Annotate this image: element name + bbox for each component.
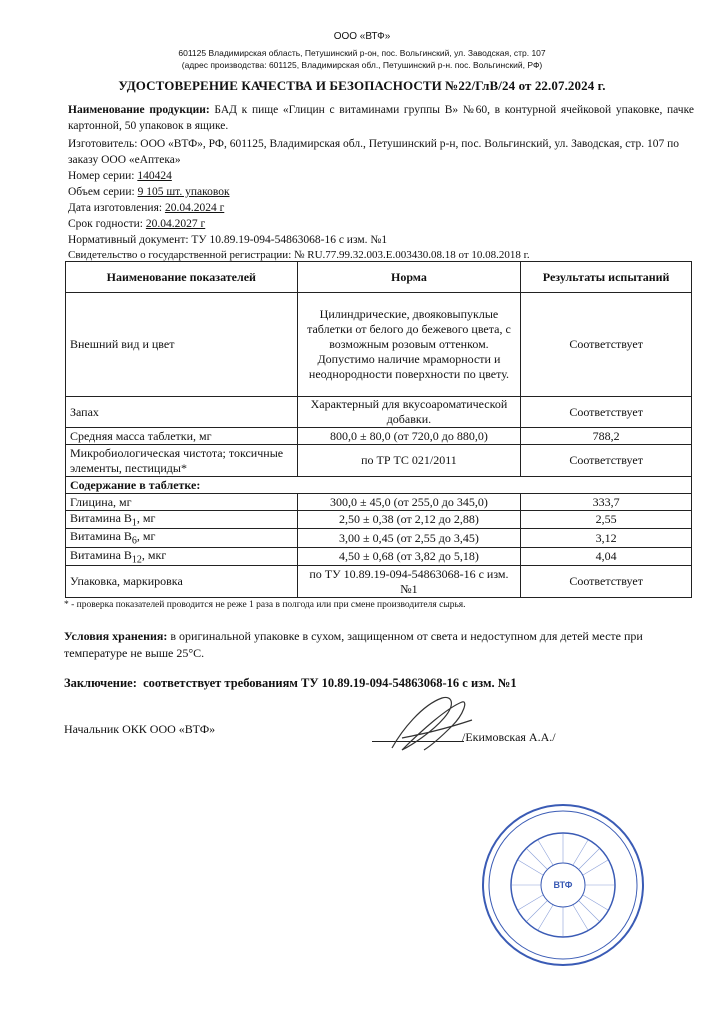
series-number [68, 168, 172, 184]
row-name: Глицина, мг [66, 494, 298, 511]
series-label: Номер серии: [68, 170, 135, 182]
table-row [66, 445, 692, 477]
volume-label: Объем серии: [68, 186, 135, 198]
col-header-name: Наименование показателей [66, 262, 298, 293]
row-name: Микробиологическая чистота; токсичные элементы, пестициды* [66, 445, 298, 477]
table-row [66, 547, 692, 565]
footnote: * - проверка показателей проводится не реже 1 раза в полгода или при смене производителя сырья. [64, 600, 466, 610]
manufacturer: Изготовитель: ООО «ВТФ», РФ, 601125, Владимирская обл., Петушинский р-н, пос. Вольгинский, ул. Заводская, стр. 107 по заказу ООО «еАптека» [68, 138, 680, 166]
row-result: 2,55 [521, 511, 692, 529]
svg-text:ВТФ: ВТФ [553, 880, 573, 890]
storage-label: Условия хранения: [64, 629, 168, 643]
table-row [66, 566, 692, 598]
row-norm: по ТР ТС 021/2011 [297, 445, 521, 477]
row-result: Соответствует [521, 397, 692, 428]
col-header-result: Результаты испытаний [521, 262, 692, 293]
table-row [66, 397, 692, 428]
row-result: Соответствует [521, 445, 692, 477]
row-name: Витамина $B_1$, мг [66, 511, 298, 529]
table-row [66, 293, 692, 397]
row-norm: 3,00 ± 0,45 (от 2,55 до 3,45) [297, 529, 521, 547]
table-row [66, 428, 692, 445]
row-result: 788,2 [521, 428, 692, 445]
date-label: Дата изготовления: [68, 202, 163, 214]
storage-conditions [64, 628, 694, 662]
section-header: Содержание в таблетке: [66, 477, 692, 494]
normative-document: Нормативный документ: ТУ 10.89.19-094-54863068-16 с изм. №1 [68, 234, 388, 246]
row-name: Запах [66, 397, 298, 428]
col-header-norm: Норма [297, 262, 521, 293]
row-norm: Цилиндрические, двояковыпуклые таблетки от белого до бежевого цвета, с возможным розовым оттенком. Допустимо наличие мраморности и неоднородности поверхности по цвету. [297, 293, 521, 397]
header-org: ООО «ВТФ» [333, 31, 391, 42]
spec-table [65, 261, 692, 598]
volume-value: 9 105 шт. упаковок [137, 186, 230, 198]
storage-text: в оригинальной упаковке в сухом, защищенном от света и недоступном для детей месте при температуре не выше 25°С. [64, 629, 643, 660]
expiry-date [68, 216, 205, 232]
signer-title: Начальник ОКК ООО «ВТФ» [64, 722, 216, 736]
row-name: Внешний вид и цвет [66, 293, 298, 397]
row-norm: 2,50 ± 0,38 (от 2,12 до 2,88) [297, 511, 521, 529]
product-name [68, 102, 694, 134]
table-row [66, 494, 692, 511]
row-norm: 300,0 ± 45,0 (от 255,0 до 345,0) [297, 494, 521, 511]
signer-name: /Екимовская А.А./ [462, 730, 556, 744]
registration-certificate: Свидетельство о государственной регистрации: № RU.77.99.32.003.E.003430.08.18 от 10.08.2018 г. [68, 249, 530, 261]
row-name: Упаковка, маркировка [66, 566, 298, 598]
row-name: Средняя масса таблетки, мг [66, 428, 298, 445]
conclusion-label: Заключение: [64, 676, 137, 690]
row-norm: по ТУ 10.89.19-094-54863068-16 с изм. №1 [297, 566, 521, 598]
series-value: 140424 [137, 170, 172, 182]
row-name: Витамина $B_6$, мг [66, 529, 298, 547]
row-norm: 4,50 ± 0,68 (от 3,82 до 5,18) [297, 547, 521, 565]
expiry-value: 20.04.2027 г [145, 218, 206, 230]
row-result: 333,7 [521, 494, 692, 511]
manufacture-date [68, 200, 224, 216]
handwritten-signature [372, 690, 482, 760]
product-name-label: Наименование продукции: [68, 104, 210, 116]
section-row [66, 477, 692, 494]
table-row [66, 511, 692, 529]
table-row [66, 529, 692, 547]
header-production-address: (адрес производства: 601125, Владимирская обл., Петушинский р-н. пос. Вольгинский, РФ) [181, 60, 543, 70]
row-result: 3,12 [521, 529, 692, 547]
product-name-value: БАД к пище «Глицин с витаминами группы В» №60, в контурной ячейковой упаковке, пачке картонной, 50 упаковок в ящике. [68, 104, 694, 132]
company-seal [478, 800, 648, 970]
row-norm: Характерный для вкусоароматической добавки. [297, 397, 521, 428]
row-norm: 800,0 ± 80,0 (от 720,0 до 880,0) [297, 428, 521, 445]
document-title: УДОСТОВЕРЕНИЕ КАЧЕСТВА И БЕЗОПАСНОСТИ №22/ГлВ/24 от 22.07.2024 г. [118, 78, 606, 93]
row-result: 4,04 [521, 547, 692, 565]
row-result: Соответствует [521, 293, 692, 397]
row-name: Витамина $B_{12}$, мкг [66, 547, 298, 565]
header-address: 601125 Владимирская область, Петушинский р-он, пос. Вольгинский, ул. Заводская, стр. 107 [178, 48, 546, 58]
conclusion-text: соответствует требованиям ТУ 10.89.19-094-54863068-16 с изм. №1 [143, 676, 517, 690]
conclusion [64, 676, 517, 691]
date-value: 20.04.2024 г [164, 202, 225, 214]
row-result: Соответствует [521, 566, 692, 598]
series-volume [68, 184, 230, 200]
expiry-label: Срок годности: [68, 218, 144, 230]
table-header-row [66, 262, 692, 293]
